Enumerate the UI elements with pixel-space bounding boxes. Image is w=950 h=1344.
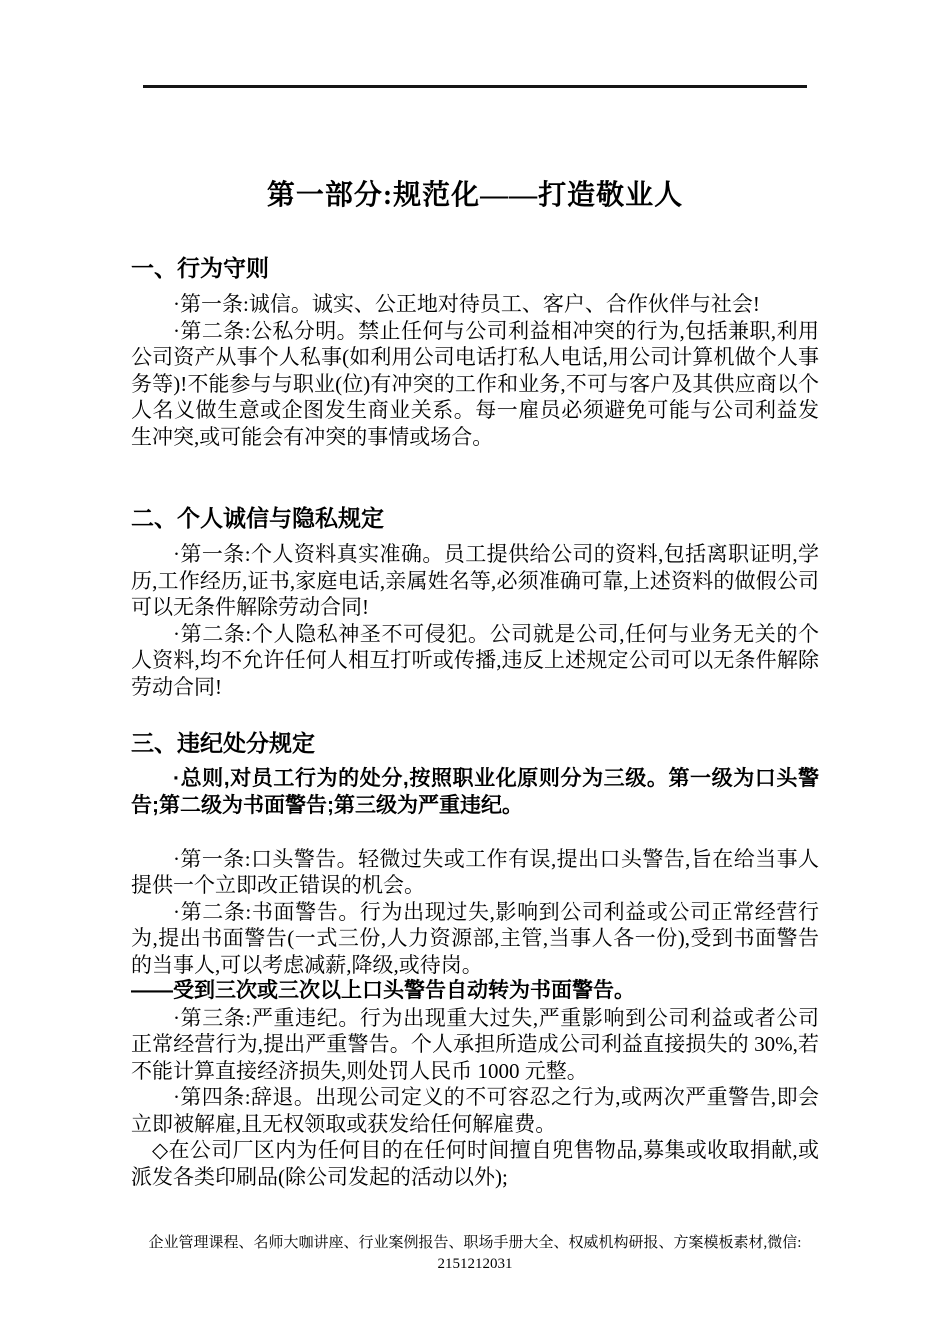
document-body [131,253,819,1190]
paragraph: ·第二条:书面警告。行为出现过失,影响到公司利益或公司正常经营行为,提出书面警告(一式三份,人力资源部,主管,当事人各一份),受到书面警告的当事人,可以考虑减薪,降级,或待岗。 [131,899,819,977]
section [131,728,819,1190]
paragraph: ·第一条:诚信。诚实、公正地对待员工、客户、合作伙伴与社会! [173,292,760,316]
paragraph: ·总则,对员工行为的处分,按照职业化原则分为三级。第一级为口头警告;第二级为书面警告;第三级为严重违纪。 [131,767,819,817]
paragraph-spacer [131,819,819,846]
section [131,253,819,450]
paragraph: ·第二条:公私分明。禁止任何与公司利益相冲突的行为,包括兼职,利用公司资产从事个人私事(如利用公司电话打私人电话,用公司计算机做个人事务等)!不能参与与职业(位)有冲突的工作和业务,不可与客户及其供应商以个人名义做生意或企图发生商业关系。每一雇员必须避免可能与公司利益发生冲突,或可能会有冲突的事情或场合。 [131,318,819,449]
paragraph: ·第一条:个人资料真实准确。员工提供给公司的资料,包括离职证明,学历,工作经历,证书,家庭电话,亲属姓名等,必须准确可靠,上述资料的做假公司可以无条件解除劳动合同! [131,542,819,619]
paragraph: ——受到三次或三次以上口头警告自动转为书面警告。 [131,979,635,1002]
paragraph: ◇在公司厂区内为任何目的在任何时间擅自兜售物品,募集或收取捐献,或派发各类印刷品(除公司发起的活动以外); [131,1138,819,1189]
section-heading: 二、个人诚信与隐私规定 [131,505,384,531]
section-heading: 三、违纪处分规定 [131,730,315,756]
document-footer [0,1233,950,1275]
section-heading: 一、行为守则 [131,255,269,281]
footer-text: 企业管理课程、名师大咖讲座、行业案例报告、职场手册大全、权威机构研报、方案模板素材,微信: [148,1235,802,1251]
footer-wechat-id: 2151212031 [437,1256,513,1272]
paragraph: ·第四条:辞退。出现公司定义的不可容忍之行为,或两次严重警告,即会立即被解雇,且无权领取或获发给任何解雇费。 [131,1085,819,1136]
paragraph: ·第一条:口头警告。轻微过失或工作有误,提出口头警告,旨在给当事人提供一个立即改正错误的机会。 [131,846,819,897]
section [131,503,819,700]
header-rule [143,85,807,88]
document-title: 第一部分:规范化——打造敬业人 [266,180,684,211]
paragraph: ·第二条:个人隐私神圣不可侵犯。公司就是公司,任何与业务无关的个人资料,均不允许任何人相互打听或传播,违反上述规定公司可以无条件解除劳动合同! [131,621,819,699]
paragraph: ·第三条:严重违纪。行为出现重大过失,严重影响到公司利益或者公司正常经营行为,提出严重警告。个人承担所造成公司利益直接损失的 30%,若不能计算直接经济损失,则处罚人民币 1000 元整。 [131,1005,819,1083]
